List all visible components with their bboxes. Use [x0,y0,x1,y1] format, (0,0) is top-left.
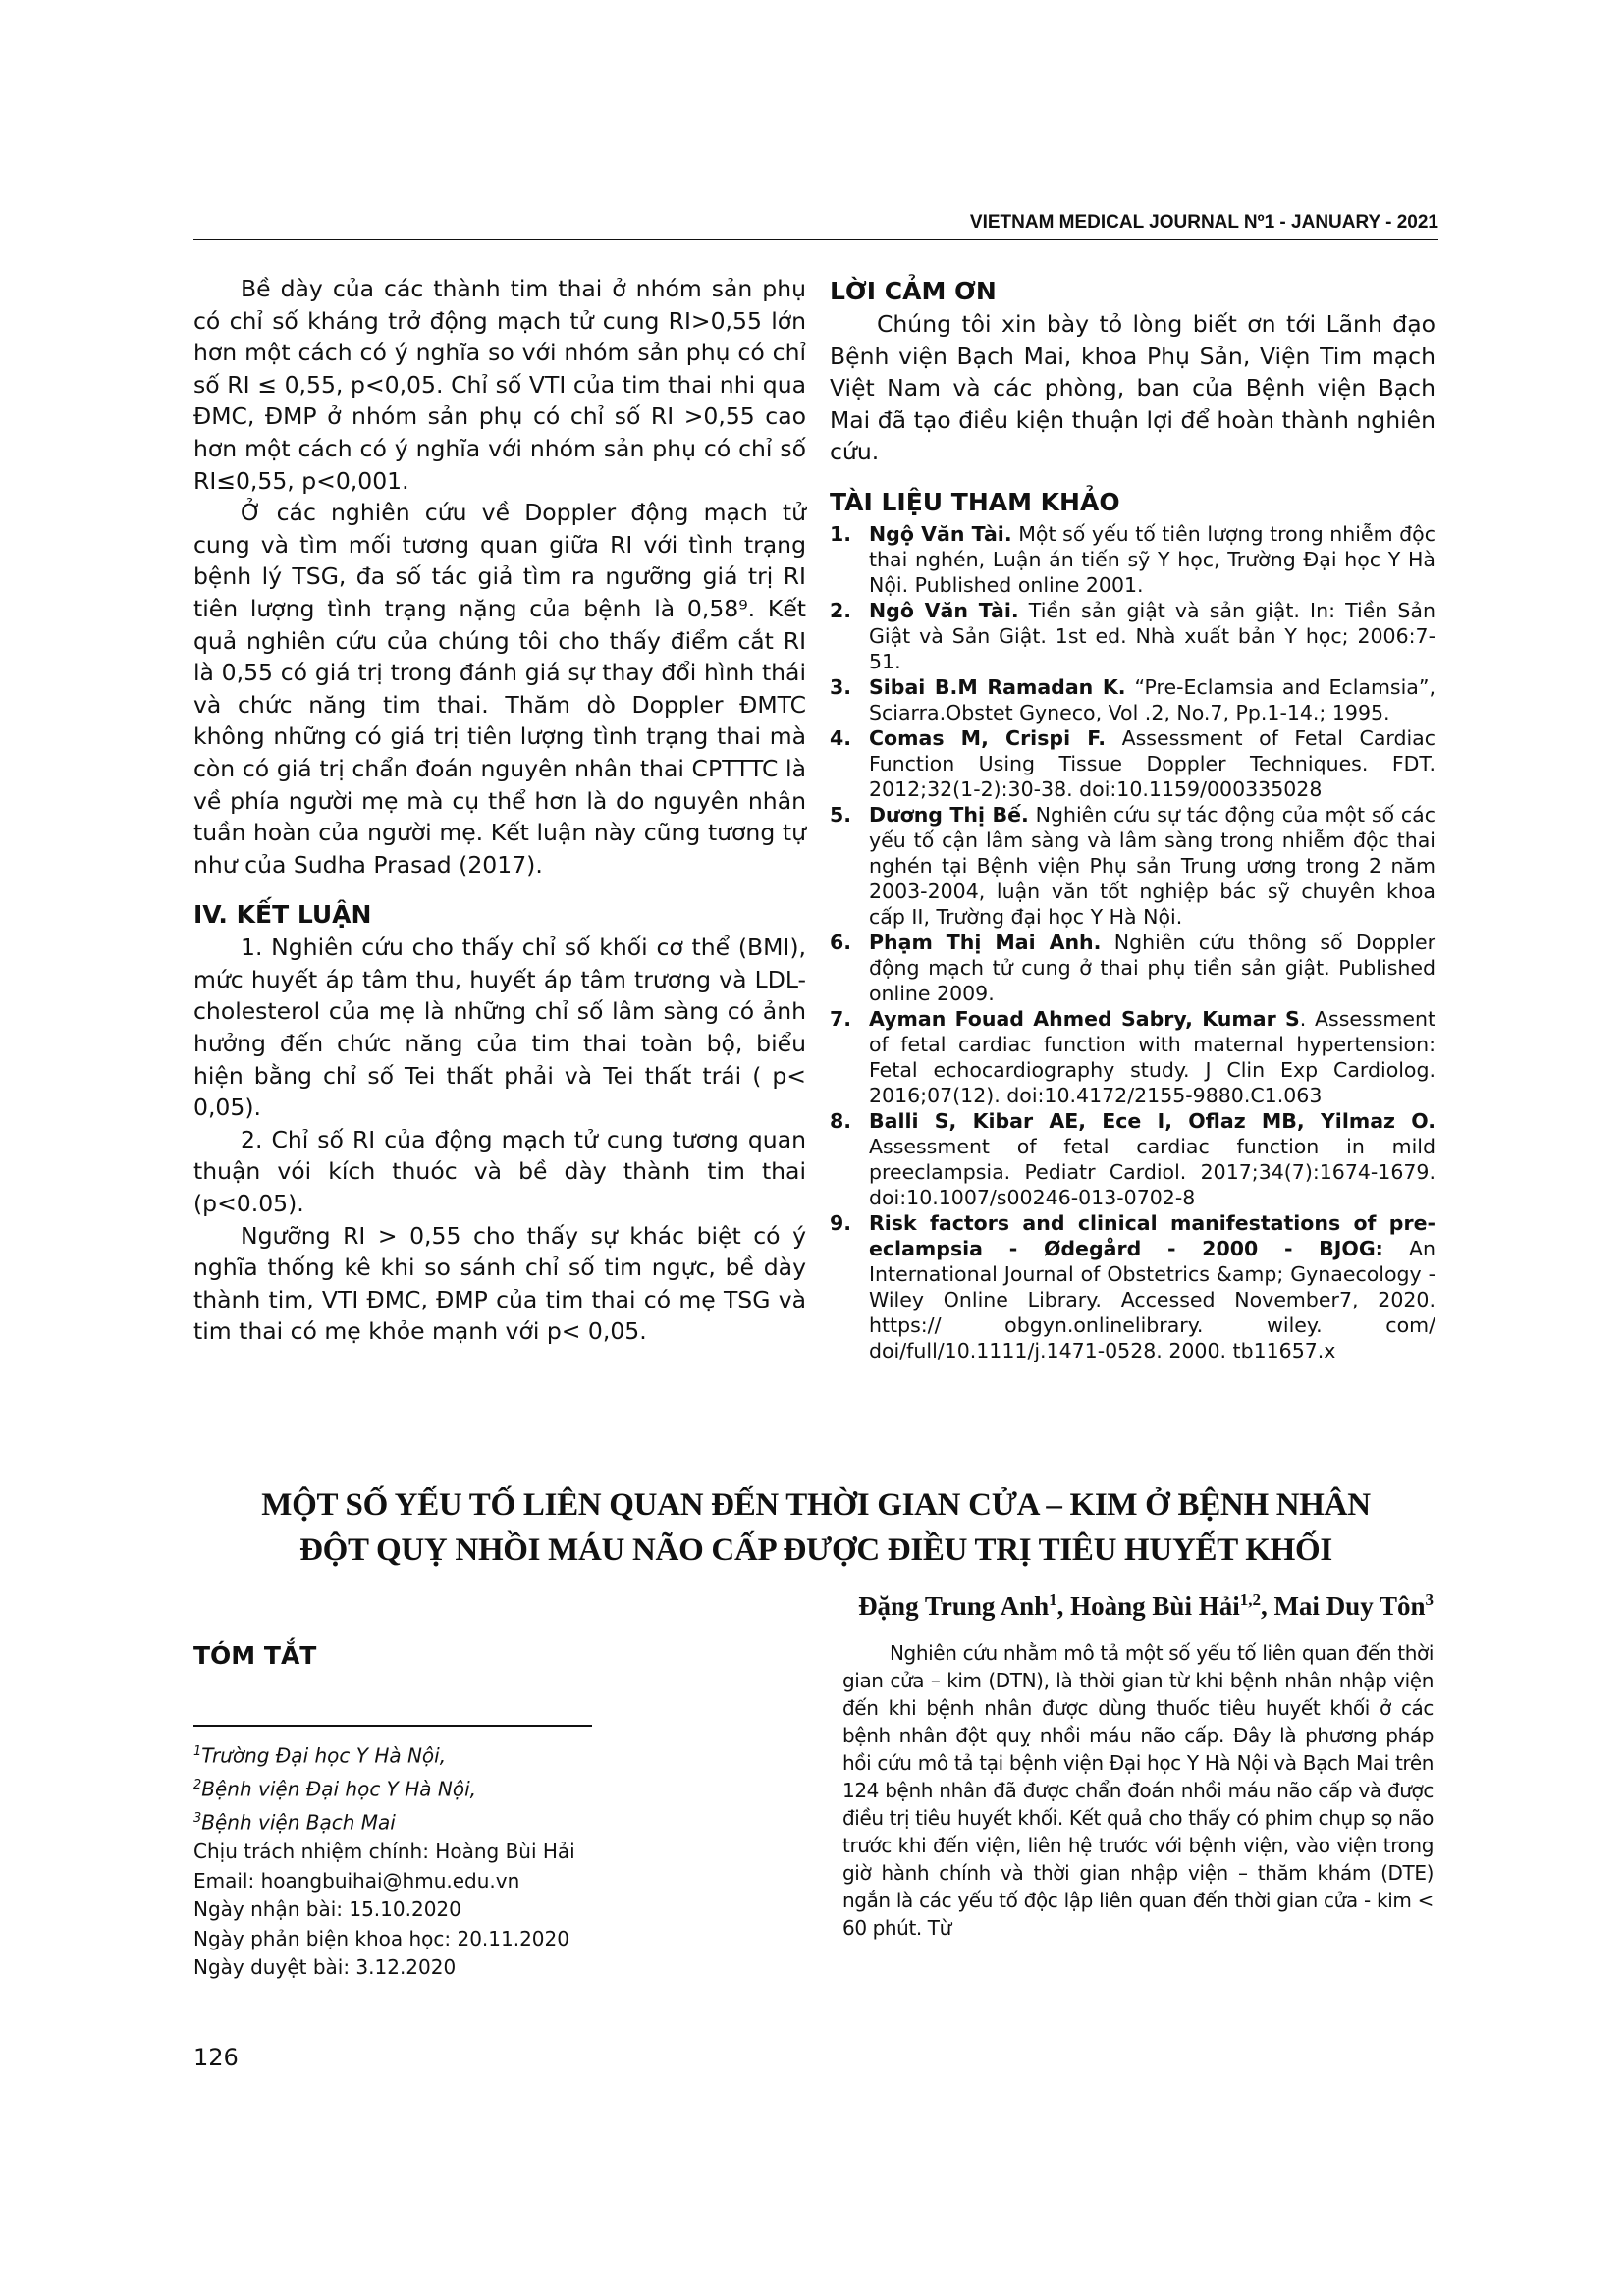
reference-list [830,521,1435,1363]
header-divider [193,239,1438,240]
reference-text: Tiền sản giật và sản giật. In: Tiền Sản Giật và Sản Giật. 1st ed. Nhà xuất bản Y học; 2006:7-51. [869,598,1435,673]
reference-number: 8. [830,1108,852,1133]
reference-item [830,1210,1435,1363]
reference-authors: Ngô Văn Tài. [869,598,1019,622]
reference-text: Nghiên cứu sự tác động của một số các yếu tố cận lâm sàng và lâm sàng trong nhiễm độc thai nghén tại Bệnh viện Phụ sản Trung ương trong 2 năm 2003-2004, luận văn tốt nghiệp bác sỹ chuyên khoa cấp II, Trường đại học Y Hà Nội. [869,802,1435,929]
author-separator: , [1260,1591,1274,1621]
reference-authors: Ayman Fouad Ahmed Sabry, Kumar S [869,1006,1300,1031]
conclusion-paragraph: 1. Nghiên cứu cho thấy chỉ số khối cơ thể (BMI), mức huyết áp tâm thu, huyết áp tâm trương và LDL-cholesterol của mẹ là những chỉ số lâm sàng có ảnh hưởng đến chức năng của tim thai toàn bộ, biểu hiện bằng chỉ số Tei thất phải và Tei thất trái ( p< 0,05). [193,934,806,1122]
reference-text: Nghiên cứu thông số Doppler động mạch tử cung ở thai phụ tiền sản giật. Published online 2009. [869,930,1436,1005]
affiliation: $^2$Bệnh viện Đại học Y Hà Nội, [193,1777,477,1801]
conclusion-paragraph: Ngưỡng RI > 0,55 cho thấy sự khác biệt có ý nghĩa thống kê khi so sánh chỉ số tim ngực, bề dày thành tim, VTI ĐMC, ĐMP của tim thai có mẹ TSG và tim thai có mẹ khỏe mạnh với p< 0,05. [193,1221,806,1346]
author-name: Đặng Trung Anh [858,1591,1050,1621]
discussion-paragraph: Ở các nghiên cứu về Doppler động mạch tử cung và tìm mối tương quan giữa RI với tình trạng bệnh lý TSG, đa số tác giả tìm ra ngưỡng giá trị RI tiên lượng tình trạng nặng của bệnh là 0,58⁹. Kết quả nghiên cứu của chúng tôi cho thấy điểm cắt RI là 0,55 có giá trị trong đánh giá sự thay đổi hình thái và chức năng tim thai. Thăm dò Doppler ĐMTC không những có giá trị tiên lượng tình trạng thai mà còn có giá trị chẩn đoán nguyên nhân thai CPTTTC là về phía người mẹ mà cụ thể hơn là do nguyên nhân tuần hoàn của người mẹ. Kết luận này cũng tương tự như của Sudha Prasad (2017). [193,499,806,879]
reference-item [830,1108,1435,1210]
reference-authors: Risk factors and clinical manifestations of pre-eclampsia - Ødegård - 2000 - BJOG: [869,1210,1435,1260]
reference-item [830,802,1435,930]
right-column [830,275,1435,1363]
email: Email: hoangbuihai@hmu.edu.vn [193,1868,520,1893]
acknowledgement-heading: LỜI CẢM ƠN [830,277,997,305]
abstract-text: Nghiên cứu nhằm mô tả một số yếu tố liên quan đến thời gian cửa – kim (DTN), là thời gian từ khi bệnh nhân nhập viện đến khi bệnh nhân được dùng thuốc tiêu huyết khối ở các bệnh nhân đột quỵ nhồi máu não cấp. Đây là phương pháp hồi cứu mô tả tại bệnh viện Đại học Y Hà Nội và Bạch Mai trên 124 bệnh nhân đã được chẩn đoán nhồi máu não cấp và được điều trị tiêu huyết khối. Kết quả cho thấy có phim chụp sọ não trước khi đến viện, liên hệ trước với bệnh viện, vào viện trong giờ hành chính và thời gian nhập viện – thăm khám (DTE) ngắn là các yếu tố độc lập liên quan đến thời gian cửa - kim < 60 phút. Từ [842,1641,1434,1940]
received-date: Ngày nhận bài: 15.10.2020 [193,1897,461,1922]
reference-number: 5. [830,802,852,827]
reference-text: Một số yếu tố tiên lượng trong nhiễm độc thai nghén, Luận án tiến sỹ Y học, Trường Đại học Y Hà Nội. Published online 2001. [869,521,1435,597]
author-name: Hoàng Bùi Hải [1070,1591,1240,1621]
article-title [193,1482,1438,1573]
reference-authors: Balli S, Kibar AE, Ece I, Oflaz MB, Yilmaz O. [869,1108,1435,1133]
reference-text: An International Journal of Obstetrics &amp; Gynaecology - Wiley Online Library. Accessed November7, 2020. https:// obgyn.onlinelibrary. wiley. com/ doi/full/10.1111/j.1471-0528. 2000. tb11657.x [869,1236,1435,1362]
conclusion-heading: IV. KẾT LUẬN [193,900,372,930]
reference-number: 7. [830,1006,852,1031]
acknowledgement-text: Chúng tôi xin bày tỏ lòng biết ơn tới Lãnh đạo Bệnh viện Bạch Mai, khoa Phụ Sản, Viện Tim mạch Việt Nam và các phòng, ban của Bệnh viện Bạch Mai đã tạo điều kiện thuận lợi để hoàn thành nghiên cứu. [830,310,1435,466]
reference-number: 3. [830,674,852,699]
reference-authors: Comas M, Crispi F. [869,725,1107,750]
references-heading: TÀI LIỆU THAM KHẢO [830,487,1120,516]
reference-item [830,725,1435,802]
reference-authors: Sibai B.M Ramadan K. [869,674,1126,699]
title-line: ĐỘT QUỴ NHỒI MÁU NÃO CẤP ĐƯỢC ĐIỀU TRỊ TIÊU HUYẾT KHỐI [299,1532,1332,1568]
author-name: Mai Duy Tôn [1273,1591,1426,1621]
reference-item [830,674,1435,725]
author-affiliation-mark: 1 [1049,1590,1057,1609]
left-column [193,273,806,1348]
reference-text: “Pre-Eclamsia and Eclamsia”, Sciarra.Obstet Gyneco, Vol .2, No.7, Pp.1-14.; 1995. [869,674,1435,724]
reference-text: Assessment of Fetal Cardiac Function Using Tissue Doppler Techniques. FDT. 2012;32(1-2):30-38. doi:10.1159/000335028 [869,725,1435,801]
reference-item [830,930,1435,1006]
reference-number: 4. [830,725,852,750]
reference-number: 6. [830,930,852,954]
affiliation: $^1$Trường Đại học Y Hà Nội, [193,1743,447,1768]
reference-item [830,598,1435,674]
author-separator: , [1056,1591,1071,1621]
title-line: MỘT SỐ YẾU TỐ LIÊN QUAN ĐẾN THỜI GIAN CỬA – KIM Ở BỆNH NHÂN [261,1487,1371,1522]
reference-item [830,521,1435,598]
reference-authors: Ngộ Văn Tài. [869,521,1012,546]
reference-number: 1. [830,521,852,546]
page-number: 126 [193,2044,239,2071]
author-list [193,1590,1434,1622]
footnote-divider [193,1725,592,1727]
affiliation: $^3$Bệnh viện Bạch Mai [193,1810,396,1835]
reference-number: 2. [830,598,852,622]
journal-header: VIETNAM MEDICAL JOURNAL Nº1 - JANUARY - 2021 [969,212,1438,233]
reference-number: 9. [830,1210,852,1235]
footnotes [193,1737,575,1983]
reference-text: Assessment of fetal cardiac function in mild preeclampsia. Pediatr Cardiol. 2017;34(7):1674-1679. doi:10.1007/s00246-013-0702-8 [869,1134,1435,1209]
reviewed-date: Ngày phản biện khoa học: 20.11.2020 [193,1926,569,1950]
author-affiliation-mark: 1,2 [1239,1590,1261,1609]
accepted-date: Ngày duyệt bài: 3.12.2020 [193,1955,457,1980]
abstract-heading: TÓM TẮT [193,1641,317,1670]
corresponding-author: Chịu trách nhiệm chính: Hoàng Bùi Hải [193,1840,575,1864]
discussion-paragraph: Bề dày của các thành tim thai ở nhóm sản phụ có chỉ số kháng trở động mạch tử cung RI>0,55 lớn hơn một cách có ý nghĩa so với nhóm sản phụ có chỉ số RI ≤ 0,55, p<0,05. Chỉ số VTI của tim thai nhi qua ĐMC, ĐMP ở nhóm sản phụ có chỉ số RI >0,55 cao hơn một cách có ý nghĩa với nhóm sản phụ có chỉ số RI≤0,55, p<0,001. [193,275,806,495]
reference-item [830,1006,1435,1108]
reference-authors: Phạm Thị Mai Anh. [869,930,1102,954]
reference-authors: Dương Thị Bế. [869,802,1029,827]
reference-text: . Assessment of fetal cardiac function with maternal hypertension: Fetal echocardiography study. J Clin Exp Cardiolog. 2016;07(12). doi:10.4172/2155-9880.C1.063 [869,1006,1435,1107]
author-affiliation-mark: 3 [1425,1590,1434,1609]
conclusion-paragraph: 2. Chỉ số RI của động mạch tử cung tương quan thuận vói kích thuóc và bề dày thành tim thai (p<0.05). [193,1125,806,1218]
